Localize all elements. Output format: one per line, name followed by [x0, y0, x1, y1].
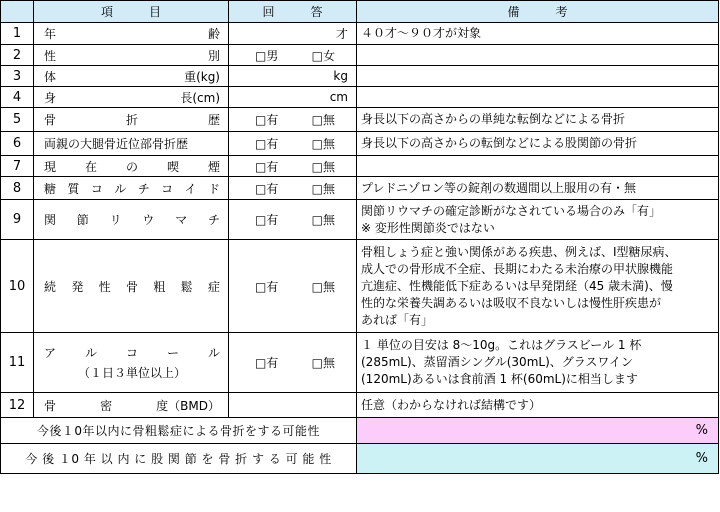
item-cell [34, 333, 229, 393]
item-label [44, 68, 220, 85]
table-row [1, 132, 719, 156]
item-label-part: 在 [84, 159, 97, 174]
checkbox-option[interactable]: □男 [255, 48, 279, 63]
answer-cell[interactable] [229, 333, 357, 393]
row-number: 3 [1, 66, 34, 87]
answer-cell[interactable] [229, 45, 357, 66]
item-cell [34, 240, 229, 333]
item-label [44, 344, 220, 361]
answer-unit: kg [333, 69, 348, 83]
note-text: あれば「有」 [361, 312, 434, 327]
answer-choices [232, 158, 353, 175]
item-label [44, 47, 220, 64]
note-text: 性的な栄養失調あるいは吸収不良ないしは慢性肝疾患が [361, 295, 662, 310]
note-cell [357, 333, 719, 393]
checkbox-option[interactable]: □有 [255, 159, 279, 174]
item-label-part: 密 [100, 398, 113, 413]
item-label-part: 症 [207, 279, 220, 294]
item-label-part: チ [137, 181, 150, 196]
item-cell [34, 156, 229, 177]
result-row [1, 444, 719, 474]
item-label [44, 397, 220, 414]
table-row [1, 45, 719, 66]
item-cell [34, 177, 229, 200]
item-label-part: 長(cm) [180, 90, 220, 105]
item-label-part: 重(kg) [184, 69, 220, 84]
checkbox-option[interactable]: □無 [311, 181, 335, 196]
checkbox-option[interactable]: □有 [255, 137, 279, 151]
table-row [1, 177, 719, 200]
item-label-part: 骨 [44, 398, 57, 413]
item-label-part: 粗 [153, 279, 166, 294]
item-sublabel: （１日３単位以上） [77, 366, 186, 380]
item-label-part: ル [114, 181, 127, 196]
item-label-part: ル [207, 346, 220, 360]
item-label-part: ア [44, 346, 57, 360]
item-cell [34, 23, 229, 45]
row-number: 9 [1, 200, 34, 240]
row-number: 8 [1, 177, 34, 200]
item-label-part: チ [207, 213, 220, 227]
note-text: 骨粗しょう症と強い関係がある疾患、例えば、Ⅰ型糖尿病、 [361, 244, 677, 259]
row-number: 4 [1, 87, 34, 108]
answer-cell[interactable] [229, 177, 357, 200]
item-label-part: マ [175, 213, 188, 227]
row-number: 1 [1, 23, 34, 45]
table-row [1, 23, 719, 45]
item-label-part: コ [125, 346, 138, 360]
item-label-part: 発 [71, 279, 84, 294]
table-row [1, 156, 719, 177]
header-number [1, 1, 34, 23]
note-text: 亢進症、性機能低下症あるいは早発閉経（45 歳未満)、慢 [361, 278, 673, 293]
header-answer: 回 答 [229, 1, 357, 23]
item-label-part: 骨 [44, 113, 57, 127]
note-cell [357, 23, 719, 45]
item-label-part: 体 [44, 69, 57, 84]
item-label-part: 度（BMD） [156, 398, 220, 413]
answer-choices [232, 211, 353, 228]
row-number: 5 [1, 108, 34, 132]
item-label-part: 齢 [207, 27, 220, 41]
row-number: 11 [1, 333, 34, 393]
item-cell [34, 45, 229, 66]
checkbox-option[interactable]: □無 [311, 279, 335, 294]
note-text: (120mL)あるいは食前酒 1 杯(60mL)に相当します [361, 372, 638, 386]
item-label-part: リ [109, 213, 122, 227]
item-label-part: 骨 [125, 279, 138, 294]
answer-choices [232, 354, 353, 371]
item-label-part: 関 [44, 213, 57, 227]
table-row [1, 240, 719, 333]
note-text: １ 単位の目安は 8～10g。これはグラスビール 1 杯 [361, 338, 642, 352]
note-cell [357, 87, 719, 108]
checkbox-option[interactable]: □無 [311, 356, 335, 370]
note-text: プレドニゾロン等の錠剤の数週間以上服用の有・無 [361, 180, 637, 195]
row-number: 12 [1, 393, 34, 418]
note-cell [357, 45, 719, 66]
note-text: ※ 変形性関節炎ではない [361, 220, 495, 235]
checkbox-option[interactable]: □有 [255, 181, 279, 196]
item-label-part: の [125, 159, 138, 174]
item-cell [34, 132, 229, 156]
result-row [1, 418, 719, 444]
answer-cell[interactable] [229, 240, 357, 333]
header-item: 項 目 [34, 1, 229, 23]
table-row [1, 66, 719, 87]
note-text: 任意（わからなければ結構です） [361, 397, 542, 412]
note-text: ４０才～９０才が対象 [361, 26, 482, 40]
item-cell [34, 200, 229, 240]
note-text: 関節リウマチの確定診断がなされている場合のみ「有」 [361, 203, 662, 218]
checkbox-option[interactable]: □有 [255, 279, 279, 294]
item-label [44, 111, 220, 128]
answer-unit: 才 [335, 27, 348, 41]
answer-cell[interactable] [229, 23, 357, 45]
note-cell [357, 156, 719, 177]
item-label-part: 歴 [207, 113, 220, 127]
note-text: 身長以下の高さからの転倒などによる股関節の骨折 [361, 136, 638, 150]
checkbox-option[interactable]: □無 [311, 159, 335, 174]
item-label-part: 喫 [166, 159, 179, 174]
item-label-part: 年 [44, 27, 57, 41]
answer-cell[interactable] [229, 87, 357, 108]
note-text: 成人での骨形成不全症、長期にわたる未治療の甲状腺機能 [361, 261, 674, 276]
result-percent-field[interactable]: % [357, 444, 719, 474]
checkbox-option[interactable]: □無 [311, 137, 335, 151]
checkbox-option[interactable]: □有 [255, 213, 279, 227]
answer-choices [232, 135, 353, 152]
item-label [44, 278, 220, 295]
answer-choices [232, 278, 353, 295]
table-row [1, 200, 719, 240]
checkbox-option[interactable]: □女 [311, 48, 335, 63]
item-label [44, 25, 220, 42]
note-cell [357, 66, 719, 87]
result-percent-field[interactable]: % [357, 418, 719, 444]
item-label-part: 両親の大腿骨近位部骨折歴 [44, 137, 189, 151]
item-label-part: 質 [67, 181, 80, 196]
table-header-row [1, 1, 719, 23]
item-label-part: 糖 [44, 181, 57, 196]
row-number: 2 [1, 45, 34, 66]
header-note: 備 考 [357, 1, 719, 23]
item-label [44, 89, 220, 106]
item-label-part: コ [161, 181, 174, 196]
answer-choices [232, 180, 353, 197]
table-row [1, 108, 719, 132]
answer-cell[interactable] [229, 66, 357, 87]
row-number: 10 [1, 240, 34, 333]
note-text: (285mL)、蒸留酒シングル(30mL)、グラスワイン [361, 355, 634, 369]
item-label-part: 性 [44, 48, 57, 63]
answer-cell[interactable] [229, 200, 357, 240]
item-label [44, 135, 220, 152]
item-label-part: イ [184, 181, 197, 196]
checkbox-option[interactable]: □有 [255, 113, 279, 127]
answer-choices [232, 47, 353, 64]
row-number: 7 [1, 156, 34, 177]
checkbox-option[interactable]: □有 [255, 356, 279, 370]
item-label-part: 別 [207, 48, 220, 63]
row-number: 6 [1, 132, 34, 156]
item-label-part: 折 [125, 113, 138, 127]
item-label-part: ド [207, 181, 220, 196]
note-text: 身長以下の高さからの単純な転倒などによる骨折 [361, 112, 626, 126]
item-label-part: 鬆 [180, 279, 193, 294]
note-cell [357, 393, 719, 418]
note-cell [357, 240, 719, 333]
item-cell [34, 393, 229, 418]
result-label: 今 後 １0 年 以 内 に 股 関 節 を 骨 折 す る 可 能 性 [1, 444, 357, 474]
item-label-part: 現 [44, 159, 57, 174]
answer-cell[interactable] [229, 393, 357, 418]
item-label-part: コ [90, 181, 103, 196]
checkbox-option[interactable]: □無 [311, 113, 335, 127]
item-cell [34, 108, 229, 132]
item-label-part: ウ [142, 213, 155, 227]
table-row [1, 393, 719, 418]
item-label-part: 性 [98, 279, 111, 294]
answer-cell[interactable] [229, 108, 357, 132]
table-row [1, 333, 719, 393]
item-label-part: ル [84, 346, 97, 360]
item-label-part: ー [166, 346, 179, 360]
item-label-part: 節 [76, 213, 89, 227]
item-cell [34, 87, 229, 108]
item-label [44, 211, 220, 228]
item-label-part: 身 [44, 90, 57, 105]
note-cell [357, 177, 719, 200]
answer-cell[interactable] [229, 156, 357, 177]
answer-choices [232, 111, 353, 128]
item-label [44, 158, 220, 175]
item-label-part: 煙 [207, 159, 220, 174]
answer-unit: cm [329, 90, 348, 104]
answer-cell[interactable] [229, 132, 357, 156]
result-label: 今後１0年以内に骨粗鬆症による骨折をする可能性 [1, 418, 357, 444]
table-row [1, 87, 719, 108]
note-cell [357, 108, 719, 132]
checkbox-option[interactable]: □無 [311, 213, 335, 227]
note-cell [357, 132, 719, 156]
item-label-part: 続 [44, 279, 57, 294]
item-label [44, 180, 220, 197]
item-cell [34, 66, 229, 87]
note-cell [357, 200, 719, 240]
